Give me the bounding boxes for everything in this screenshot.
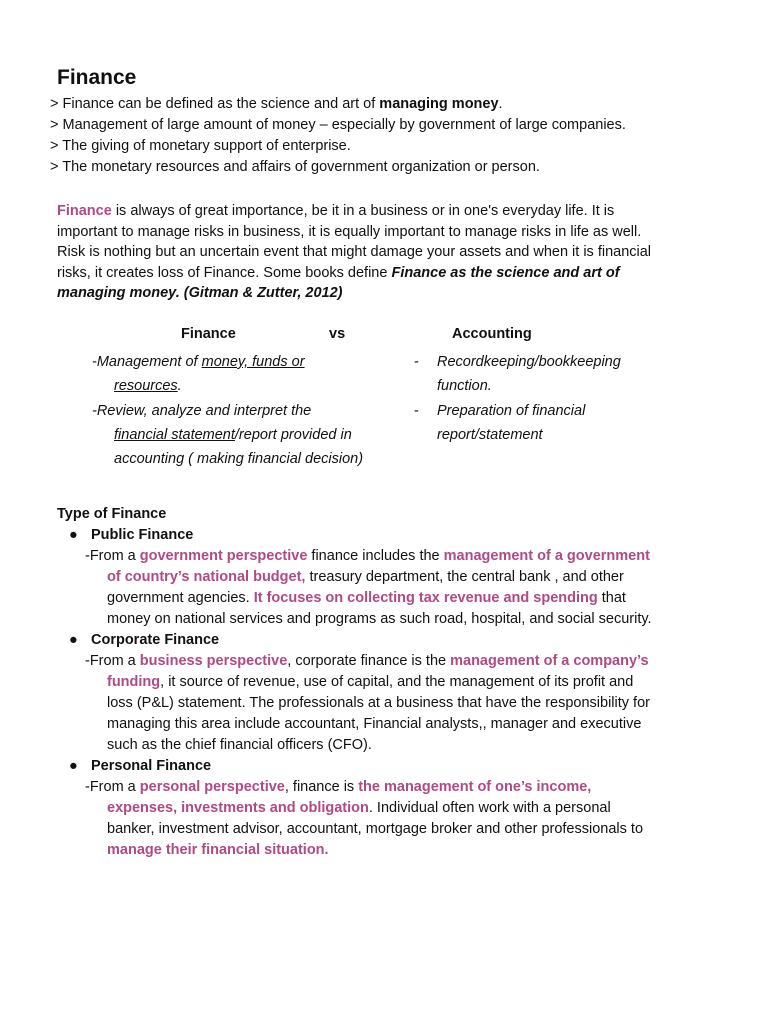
public-line: money on national services and programs as such road, hospital, and social security. <box>107 611 652 627</box>
bullet-label: Personal Finance <box>91 758 212 774</box>
point-text: -Management of <box>92 354 202 370</box>
paragraph-line <box>57 263 697 284</box>
finance-column <box>92 350 363 471</box>
finance-point-cont: accounting ( making financial decision) <box>114 451 364 468</box>
dash-marker: - <box>414 354 419 370</box>
dash-marker: - <box>414 402 419 419</box>
paragraph-line: managing money. (Gitman & Zutter, 2012) <box>57 285 343 301</box>
vs-label: vs <box>329 326 346 342</box>
corporate-line: loss (P&L) statement. The professionals at a business that have the responsibility for <box>107 695 650 711</box>
corporate-line: such as the chief financial officers (CFO). <box>107 737 372 753</box>
underlined-text: financial statement <box>114 426 235 443</box>
bullet-icon: ● <box>69 527 78 543</box>
accounting-point-cont: report/statement <box>437 426 543 443</box>
personal-line <box>57 798 697 819</box>
types-section <box>57 504 697 861</box>
definition-item: > The giving of monetary support of enterprise. <box>50 138 351 154</box>
personal-line: banker, investment advisor, accountant, mortgage broker and other professionals to <box>107 821 644 837</box>
body-text: government agencies. <box>107 590 254 606</box>
accounting-column <box>437 350 621 447</box>
body-text: finance includes the <box>307 548 444 564</box>
public-line <box>57 567 697 588</box>
body-text: . Individual often work with a personal <box>368 800 611 816</box>
finance-point: -Review, analyze and interpret the <box>92 402 312 419</box>
highlight-text: of country’s national budget, <box>107 569 306 585</box>
corporate-line <box>57 672 697 693</box>
paragraph-text: risks, it creates loss of Finance. Some books define <box>57 264 392 281</box>
page-title: Finance <box>57 66 137 89</box>
highlight-text: funding <box>107 674 161 690</box>
finance-point <box>92 350 363 374</box>
body-text: -From a <box>85 548 140 564</box>
public-finance-title <box>57 525 697 546</box>
corporate-finance-title <box>57 630 697 651</box>
personal-line: manage their financial situation. <box>107 842 329 858</box>
citation-text: Finance as the science and art of <box>391 264 620 281</box>
public-line <box>57 588 697 609</box>
corporate-line <box>57 651 697 672</box>
body-text: that <box>597 590 626 606</box>
definitions-list <box>50 94 626 178</box>
body-text: , it source of revenue, use of capital, and the management of its profit and <box>160 674 634 690</box>
accounting-point: Preparation of financial <box>437 402 586 419</box>
paragraph-line: important to manage risks in business, it is equally important to manage risks in life as well. <box>57 223 642 240</box>
accounting-point-cont: function. <box>437 378 492 395</box>
point-text: . <box>177 378 182 395</box>
point-text: /report provided in <box>234 426 352 443</box>
accounting-header: Accounting <box>452 326 532 342</box>
highlight-text: management of a government <box>443 548 650 564</box>
body-text: , finance is <box>284 779 359 795</box>
body-text: , corporate finance is the <box>287 653 451 669</box>
types-heading: Type of Finance <box>57 506 167 522</box>
intro-paragraph <box>57 201 697 304</box>
body-text: -From a <box>85 779 140 795</box>
bullet-label: Corporate Finance <box>91 632 220 648</box>
definition-bold: managing money <box>379 96 499 112</box>
bullet-icon: ● <box>69 632 78 648</box>
bullet-label: Public Finance <box>91 527 194 543</box>
highlight-text: expenses, investments and obligation <box>107 800 369 816</box>
definition-suffix: . <box>498 96 503 112</box>
highlight-text: the management of one’s income, <box>358 779 592 795</box>
highlight-text: It focuses on collecting tax revenue and spending <box>253 590 598 606</box>
paragraph-line: Risk is nothing but an uncertain event that might damage your assets and when it is financial <box>57 244 652 260</box>
underlined-text: resources <box>114 378 178 395</box>
personal-line <box>57 777 697 798</box>
accounting-point: Recordkeeping/bookkeeping <box>437 354 621 370</box>
definition-item: > Management of large amount of money – especially by government of large companies. <box>50 117 626 133</box>
highlight-text: personal perspective <box>139 779 285 795</box>
body-text: treasury department, the central bank , and other <box>305 569 624 585</box>
highlight-text: government perspective <box>139 548 308 564</box>
paragraph-text: is always of great importance, be it in a business or in one's everyday life. It is <box>111 203 615 219</box>
definition-text: > Finance can be defined as the science and art of <box>50 96 380 112</box>
finance-point-cont <box>92 423 363 447</box>
public-line <box>57 546 697 567</box>
bullet-icon: ● <box>69 758 78 774</box>
highlight-text: management of a company’s <box>450 653 649 669</box>
highlight-text: business perspective <box>139 653 288 669</box>
highlight-finance: Finance <box>57 203 112 219</box>
finance-point-cont <box>92 374 363 398</box>
underlined-text: money, funds or <box>201 354 305 370</box>
body-text: -From a <box>85 653 140 669</box>
definition-item <box>50 94 626 115</box>
personal-finance-title <box>57 756 697 777</box>
corporate-line: managing this area include accountant, Financial analysts,, manager and executive <box>107 716 642 732</box>
paragraph-line <box>57 201 697 222</box>
definition-item: > The monetary resources and affairs of government organization or person. <box>50 159 540 175</box>
accounting-dashes <box>414 350 419 423</box>
finance-header: Finance <box>181 326 236 342</box>
